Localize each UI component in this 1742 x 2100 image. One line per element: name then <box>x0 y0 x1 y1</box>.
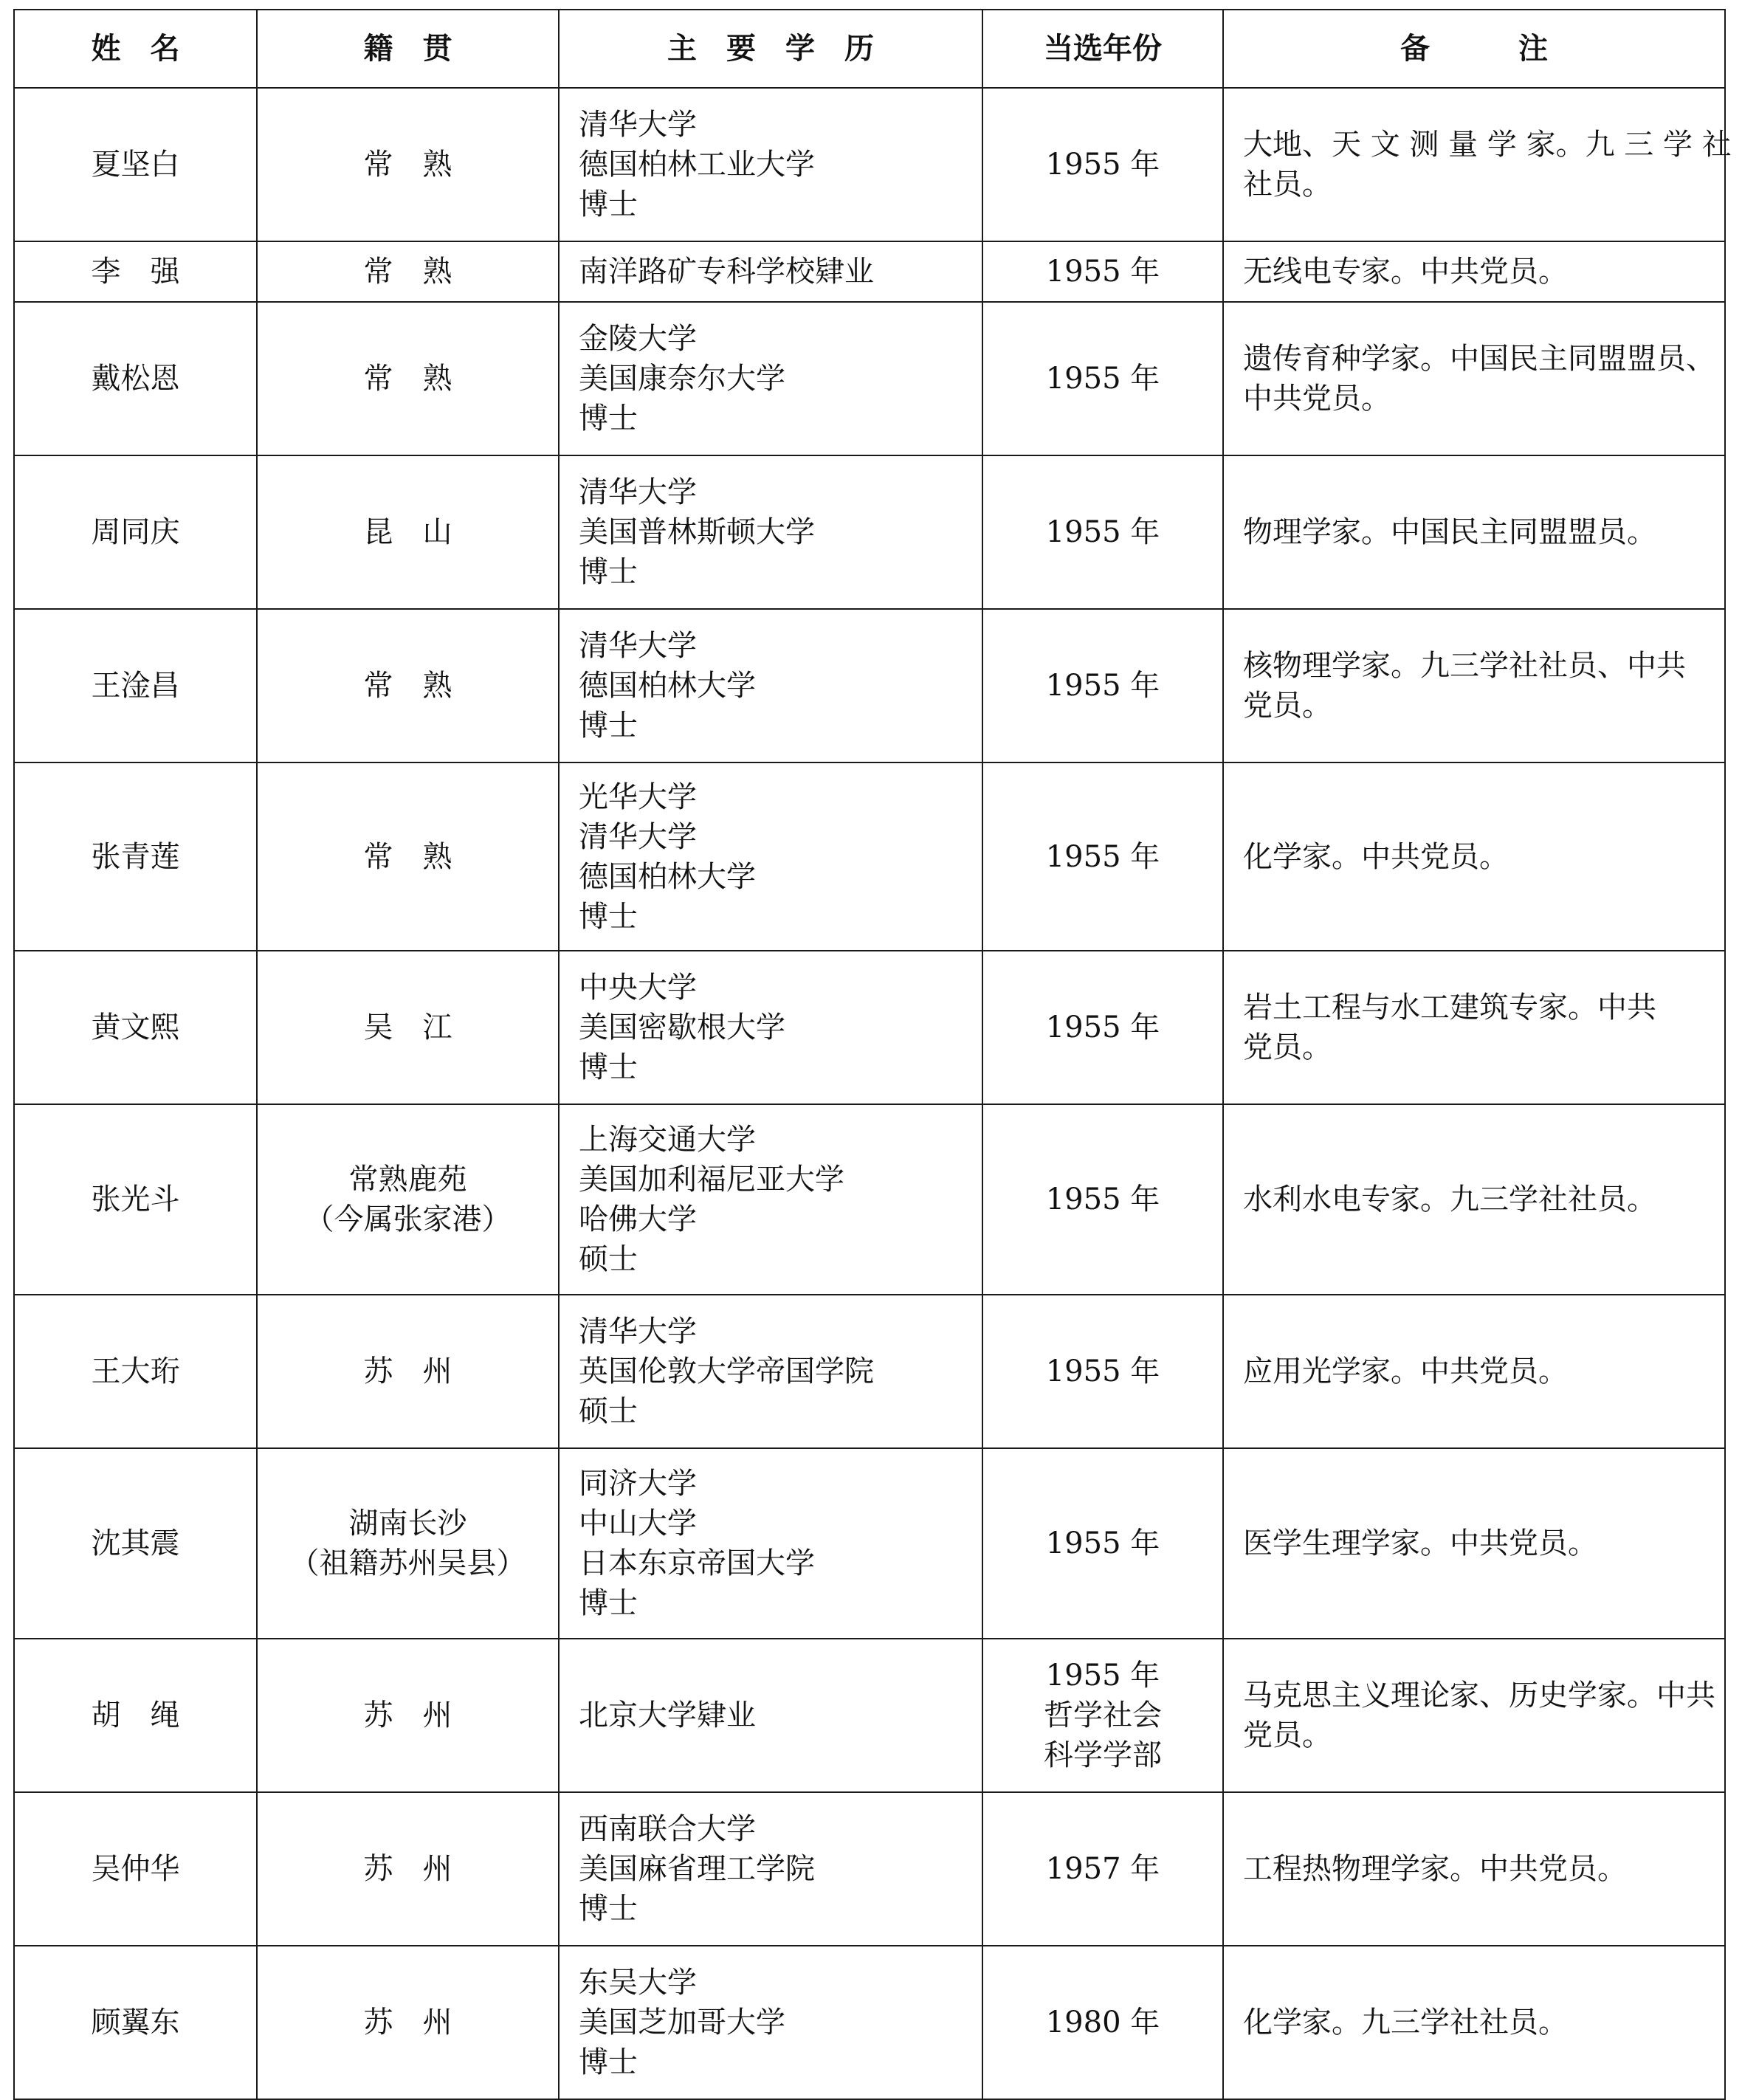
cell-education-line: 中山大学 <box>579 1507 697 1540</box>
cell-education-line: 北京大学肄业 <box>579 1698 756 1732</box>
cell-education-line: 德国柏林大学 <box>579 859 756 894</box>
cell-notes-line: 核物理学家。九三学社社员、中共 <box>1243 649 1686 683</box>
cell-education-line: 光华大学 <box>579 779 697 814</box>
cell-year <box>982 302 1223 455</box>
cell-year <box>982 1946 1223 2099</box>
cell-education-line: 美国康奈尔大学 <box>579 362 785 396</box>
cell-notes-line: 党员。 <box>1243 689 1332 723</box>
cell-hometown <box>257 1946 559 2099</box>
cell-notes-line: 物理学家。中国民主同盟盟员。 <box>1243 515 1656 549</box>
cell-year <box>982 951 1223 1104</box>
cell-education-line: 清华大学 <box>579 1315 697 1349</box>
cell-notes <box>1223 88 1732 241</box>
cell-notes <box>1223 609 1725 762</box>
table-row <box>14 1792 1725 1946</box>
cell-education <box>559 1639 982 1792</box>
table-row <box>14 455 1725 609</box>
cell-year-line: 1955 年 <box>1045 255 1160 289</box>
cell-education-line: 上海交通大学 <box>579 1123 756 1157</box>
cell-name: 王大珩 <box>14 1295 257 1448</box>
table-row <box>14 1448 1725 1639</box>
cell-education-line: 西南联合大学 <box>579 1812 756 1846</box>
cell-education-line: 哈佛大学 <box>579 1202 697 1236</box>
table-row <box>14 88 1725 241</box>
cell-hometown-line: 苏 州 <box>363 2006 452 2039</box>
cell-name: 张青莲 <box>14 762 257 951</box>
cell-education-line: 日本东京帝国大学 <box>579 1546 815 1580</box>
cell-hometown-line: 常 熟 <box>363 839 452 874</box>
cell-hometown-line: 苏 州 <box>363 1354 452 1388</box>
table-row <box>14 951 1725 1104</box>
cell-notes-line: 化学家。九三学社社员。 <box>1243 2006 1568 2039</box>
header-notes: 备 注 <box>1223 10 1725 88</box>
cell-name: 胡 绳 <box>14 1639 257 1792</box>
cell-hometown-line: 常熟鹿苑 <box>348 1163 467 1197</box>
cell-education-line: 美国普林斯顿大学 <box>579 515 815 549</box>
cell-name: 张光斗 <box>14 1104 257 1295</box>
cell-education <box>559 609 982 762</box>
table-body <box>14 88 1732 2099</box>
cell-notes <box>1223 241 1725 302</box>
cell-education-line: 清华大学 <box>579 819 697 854</box>
cell-hometown-line: 常 熟 <box>363 362 452 396</box>
cell-education-line: 美国密歇根大学 <box>579 1011 785 1044</box>
cell-education-line: 博士 <box>579 187 638 221</box>
cell-education-line: 博士 <box>579 709 638 743</box>
cell-education <box>559 1946 982 2099</box>
cell-name: 沈其震 <box>14 1448 257 1639</box>
table-row <box>14 762 1725 951</box>
cell-notes-line: 岩土工程与水工建筑专家。中共 <box>1243 991 1656 1025</box>
cell-hometown <box>257 1295 559 1448</box>
cell-notes <box>1223 302 1725 455</box>
cell-education-line: 南洋路矿专科学校肄业 <box>579 255 874 289</box>
cell-name: 周同庆 <box>14 455 257 609</box>
cell-name: 顾翼东 <box>14 1946 257 2099</box>
cell-education-line: 硕士 <box>579 1394 638 1428</box>
cell-notes-line: 应用光学家。中共党员。 <box>1243 1354 1568 1388</box>
cell-education-line: 清华大学 <box>579 108 697 142</box>
cell-year <box>982 1104 1223 1295</box>
cell-education-line: 硕士 <box>579 1242 638 1276</box>
cell-name: 吴仲华 <box>14 1792 257 1946</box>
cell-notes <box>1223 1639 1725 1792</box>
cell-notes <box>1223 1792 1725 1946</box>
table-row <box>14 1104 1725 1295</box>
cell-education <box>559 762 982 951</box>
cell-education-line: 英国伦敦大学帝国学院 <box>579 1354 874 1388</box>
cell-education-line: 清华大学 <box>579 475 697 509</box>
cell-notes-line: 无线电专家。中共党员。 <box>1243 255 1568 289</box>
table-row <box>14 1295 1725 1448</box>
cell-name: 戴松恩 <box>14 302 257 455</box>
cell-hometown-line: 常 熟 <box>363 669 452 703</box>
cell-education-line: 博士 <box>579 2045 638 2079</box>
cell-name: 王淦昌 <box>14 609 257 762</box>
cell-education <box>559 302 982 455</box>
cell-year-line: 1980 年 <box>1045 2006 1160 2039</box>
cell-hometown <box>257 455 559 609</box>
cell-hometown-line: （今属张家港） <box>304 1202 512 1236</box>
cell-notes-line: 化学家。中共党员。 <box>1243 839 1509 874</box>
table-row <box>14 1946 1725 2099</box>
cell-year <box>982 241 1223 302</box>
cell-hometown-line: 吴 江 <box>363 1011 452 1044</box>
cell-education-line: 中央大学 <box>579 971 697 1005</box>
cell-hometown-line: 昆 山 <box>363 515 452 549</box>
cell-education-line: 博士 <box>579 1892 638 1926</box>
cell-education <box>559 1295 982 1448</box>
table-row <box>14 609 1725 762</box>
cell-notes-line: 党员。 <box>1243 1030 1332 1064</box>
cell-year-line: 1955 年 <box>1045 1354 1160 1388</box>
academician-table <box>13 9 1732 2100</box>
cell-notes-line: 医学生理学家。中共党员。 <box>1243 1526 1597 1560</box>
cell-year-line: 科学学部 <box>1044 1738 1162 1772</box>
cell-year <box>982 1639 1223 1792</box>
cell-year <box>982 1295 1223 1448</box>
cell-hometown <box>257 302 559 455</box>
cell-notes <box>1223 1104 1725 1295</box>
cell-notes <box>1223 1448 1725 1639</box>
cell-notes-line: 马克思主义理论家、历史学家。中共 <box>1243 1679 1715 1712</box>
cell-year-line: 1955 年 <box>1045 669 1160 703</box>
cell-notes-line: 中共党员。 <box>1243 382 1391 416</box>
cell-year <box>982 1792 1223 1946</box>
table-row <box>14 241 1725 302</box>
academician-table-page <box>13 9 1732 2100</box>
cell-notes-line: 水利水电专家。九三学社社员。 <box>1243 1182 1656 1216</box>
header-name: 姓 名 <box>14 10 257 88</box>
cell-education-line: 清华大学 <box>579 629 697 663</box>
cell-year-line: 1957 年 <box>1045 1852 1160 1886</box>
cell-hometown-line: 常 熟 <box>363 148 452 182</box>
header-hometown: 籍 贯 <box>257 10 559 88</box>
cell-notes <box>1223 1946 1725 2099</box>
cell-year <box>982 455 1223 609</box>
cell-education <box>559 241 982 302</box>
cell-education-line: 博士 <box>579 1050 638 1084</box>
table-row <box>14 302 1725 455</box>
cell-hometown <box>257 762 559 951</box>
cell-year-line: 1955 年 <box>1045 1182 1160 1216</box>
cell-name: 黄文熙 <box>14 951 257 1104</box>
cell-hometown <box>257 1792 559 1946</box>
table-header-row <box>14 10 1725 88</box>
cell-education-line: 美国芝加哥大学 <box>579 2006 785 2039</box>
cell-hometown-line: 苏 州 <box>363 1852 452 1886</box>
cell-education-line: 金陵大学 <box>579 322 697 356</box>
cell-notes-line: 社员。 <box>1243 168 1332 202</box>
cell-year <box>982 609 1223 762</box>
cell-education <box>559 88 982 241</box>
cell-hometown-line: （祖籍苏州吴县） <box>289 1546 526 1580</box>
cell-hometown <box>257 951 559 1104</box>
cell-education-line: 美国加利福尼亚大学 <box>579 1163 844 1197</box>
cell-name: 李 强 <box>14 241 257 302</box>
cell-education-line: 博士 <box>579 1586 638 1620</box>
cell-hometown-line: 常 熟 <box>363 255 452 289</box>
cell-hometown <box>257 1104 559 1295</box>
cell-education <box>559 951 982 1104</box>
cell-year <box>982 762 1223 951</box>
cell-year-line: 1955 年 <box>1045 1011 1160 1044</box>
cell-year-line: 1955 年 <box>1045 839 1160 874</box>
cell-hometown <box>257 1448 559 1639</box>
cell-hometown <box>257 88 559 241</box>
cell-notes <box>1223 1295 1725 1448</box>
cell-notes-line: 大地、天 文 测 量 学 家。九 三 学 社 <box>1243 128 1732 162</box>
cell-education-line: 东吴大学 <box>579 1966 697 2000</box>
cell-education-line: 美国麻省理工学院 <box>579 1852 815 1886</box>
cell-year-line: 1955 年 <box>1045 362 1160 396</box>
cell-notes <box>1223 951 1725 1104</box>
cell-year-line: 哲学社会 <box>1044 1698 1162 1732</box>
cell-hometown <box>257 609 559 762</box>
cell-hometown <box>257 1639 559 1792</box>
cell-education <box>559 1792 982 1946</box>
cell-notes-line: 遗传育种学家。中国民主同盟盟员、 <box>1243 342 1715 376</box>
cell-hometown-line: 湖南长沙 <box>348 1507 467 1540</box>
cell-year <box>982 88 1223 241</box>
cell-education-line: 博士 <box>579 555 638 589</box>
header-year: 当选年份 <box>982 10 1223 88</box>
cell-education <box>559 1104 982 1295</box>
cell-education-line: 德国柏林工业大学 <box>579 148 815 182</box>
cell-education-line: 德国柏林大学 <box>579 669 756 703</box>
cell-hometown <box>257 241 559 302</box>
cell-notes <box>1223 762 1725 951</box>
cell-education-line: 博士 <box>579 899 638 934</box>
cell-year-line: 1955 年 <box>1045 515 1160 549</box>
cell-education <box>559 1448 982 1639</box>
cell-education-line: 博士 <box>579 402 638 436</box>
cell-notes <box>1223 455 1725 609</box>
cell-year <box>982 1448 1223 1639</box>
cell-name: 夏坚白 <box>14 88 257 241</box>
cell-education <box>559 455 982 609</box>
table-row <box>14 1639 1725 1792</box>
cell-year-line: 1955 年 <box>1045 148 1160 182</box>
cell-hometown-line: 苏 州 <box>363 1698 452 1732</box>
cell-education-line: 同济大学 <box>579 1467 697 1501</box>
header-education: 主 要 学 历 <box>559 10 982 88</box>
cell-notes-line: 工程热物理学家。中共党员。 <box>1243 1852 1627 1886</box>
cell-year-line: 1955 年 <box>1045 1526 1160 1560</box>
cell-year-line: 1955 年 <box>1045 1659 1160 1693</box>
cell-notes-line: 党员。 <box>1243 1718 1332 1752</box>
